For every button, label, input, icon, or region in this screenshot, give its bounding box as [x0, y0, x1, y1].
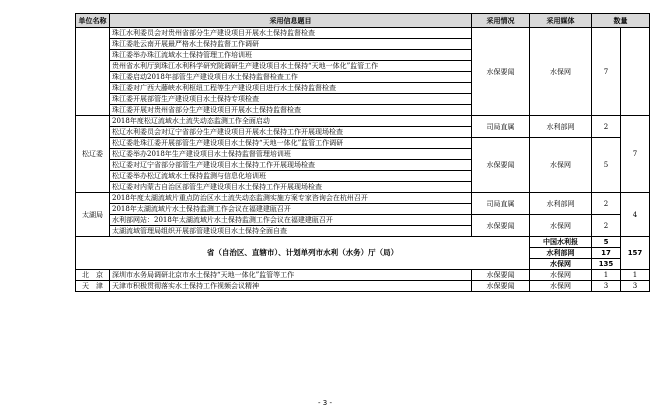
summary-count: 5 [592, 237, 621, 248]
report-page [75, 13, 649, 292]
title-cell: 珠江委赴云南开展最严格水土保持监督工作调研 [110, 39, 472, 50]
count-cell: 2 [592, 193, 621, 215]
summary-media: 中国水利报 [530, 237, 592, 248]
media-cell: 水保网 [530, 215, 592, 237]
table-row [76, 281, 650, 292]
media-cell: 水利部网 [530, 116, 592, 138]
status-cell: 水保要闻 [472, 281, 530, 292]
status-cell: 司局直属 [472, 116, 530, 138]
media-cell: 水保网 [530, 281, 592, 292]
title-cell: 水利部网站：2018年太湖流域片水土保持监测工作会议在福建建瓯召开 [110, 215, 472, 226]
header-media: 采用媒体 [530, 14, 592, 28]
title-cell: 2018年太湖流域片水土保持监测工作会议在福建建瓯召开 [110, 204, 472, 215]
title-cell: 2018年度太湖流域片重点防治区水土流失动态监测实施方案专家咨询会在杭州召开 [110, 193, 472, 204]
summary-total: 157 [621, 237, 650, 270]
status-cell: 水保要闻 [472, 138, 530, 193]
header-status: 采用情况 [472, 14, 530, 28]
title-cell: 松辽委对内蒙古自治区部管生产建设项目水土保持工作开展现场检查 [110, 182, 472, 193]
status-cell: 水保要闻 [472, 28, 530, 116]
unit-cell-songliao: 松辽委 [76, 116, 110, 193]
title-cell: 松辽委赴珠江委开展部管生产建设项目水土保持“天地一体化”监管工作调研 [110, 138, 472, 149]
table-row [76, 215, 650, 226]
summary-count: 135 [592, 259, 621, 270]
title-cell: 珠江委启动2018年部管生产建设项目水土保持监督检查工作 [110, 72, 472, 83]
status-cell: 司局直属 [472, 193, 530, 215]
unit-cell-taihu: 太湖局 [76, 193, 110, 237]
title-cell: 贵州省水利厅到珠江水利科学研究院调研生产建设项目水土保持“天地一体化”监管工作 [110, 61, 472, 72]
table-row [76, 28, 650, 39]
title-cell: 珠江委开展部管生产建设项目水土保持专项检查 [110, 94, 472, 105]
count-cell: 7 [592, 28, 621, 116]
section-title: 省（自治区、直辖市）、计划单列市水利（水务）厅（局） [76, 237, 530, 270]
table-row [76, 138, 650, 149]
media-cell: 水保网 [530, 270, 592, 281]
unit-cell-zhujiang [76, 28, 110, 116]
status-cell: 水保要闻 [472, 270, 530, 281]
total-cell: 3 [621, 281, 650, 292]
total-cell [621, 28, 650, 116]
unit-cell-beijing: 北 京 [76, 270, 110, 281]
title-cell: 太湖流域管理局组织开展部管建设项目水土保持全面自查 [110, 226, 472, 237]
title-cell: 珠江委开展对贵州省部分生产建设项目开展水土保持监督检查 [110, 105, 472, 116]
total-cell: 4 [621, 193, 650, 237]
count-cell: 3 [592, 281, 621, 292]
media-cell: 水保网 [530, 138, 592, 193]
title-cell: 珠江委对广西大藤峡水利枢纽工程等生产建设项目进行水土保持监督检查 [110, 83, 472, 94]
info-adoption-table [75, 13, 650, 292]
media-cell: 水利部网 [530, 193, 592, 215]
unit-cell-tianjin: 天 津 [76, 281, 110, 292]
count-cell: 1 [592, 270, 621, 281]
title-cell: 2018年度松辽流域水土流失动态监测工作全面启动 [110, 116, 472, 127]
status-cell: 水保要闻 [472, 215, 530, 237]
summary-media: 水保网 [530, 259, 592, 270]
title-cell: 深圳市水务局调研北京市水土保持“天地一体化”监管等工作 [110, 270, 472, 281]
summary-row [76, 237, 650, 248]
title-cell: 珠江委举办珠江流域水土保持管理工作培训班 [110, 50, 472, 61]
title-cell: 松辽委举办2018年生产建设项目水土保持监督管理培训班 [110, 149, 472, 160]
total-cell: 7 [621, 116, 650, 193]
title-cell: 天津市积极贯彻落实水土保持工作视频会议精神 [110, 281, 472, 292]
count-cell: 5 [592, 138, 621, 193]
total-cell: 1 [621, 270, 650, 281]
summary-media: 水利部网 [530, 248, 592, 259]
count-cell: 2 [592, 116, 621, 138]
count-cell: 2 [592, 215, 621, 237]
title-cell: 珠江水利委员会对贵州省部分生产建设项目开展水土保持监督检查 [110, 28, 472, 39]
title-cell: 松辽委对辽宁省部分部管生产建设项目水土保持工作开展现场检查 [110, 160, 472, 171]
table-row [76, 116, 650, 127]
media-cell: 水保网 [530, 28, 592, 116]
header-unit: 单位名称 [76, 14, 110, 28]
table-row [76, 193, 650, 204]
header-count: 数量 [592, 14, 650, 28]
title-cell: 松辽委举办松辽流域水土保持监测与信息化培训班 [110, 171, 472, 182]
header-title: 采用信息题目 [110, 14, 472, 28]
header-row [76, 14, 650, 28]
title-cell: 松辽水利委员会对辽宁省部分生产建设项目开展水土保持工作开展现场检查 [110, 127, 472, 138]
summary-count: 17 [592, 248, 621, 259]
page-number: - 3 - [318, 399, 332, 407]
table-row [76, 270, 650, 281]
